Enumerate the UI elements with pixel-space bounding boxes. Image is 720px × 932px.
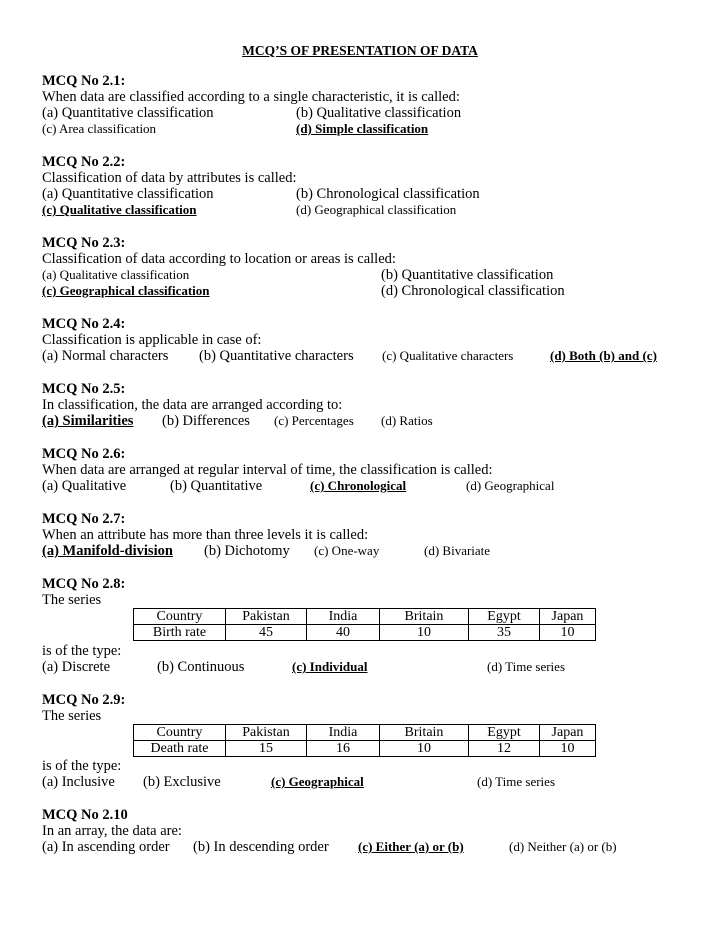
option-c: (c) Area classification bbox=[42, 121, 157, 136]
option-b: (b) Quantitative classification bbox=[381, 267, 554, 283]
option-d: (d) Chronological classification bbox=[381, 283, 565, 299]
option-b: (b) Chronological classification bbox=[296, 186, 480, 202]
option-a-correct-answer: (a) Similarities bbox=[42, 413, 134, 429]
table-cell: Birth rate bbox=[134, 625, 226, 641]
option-a: (a) In ascending order bbox=[42, 839, 170, 855]
question-text: Classification of data by attributes is called: bbox=[42, 170, 297, 186]
table-row bbox=[134, 741, 596, 757]
question-text: When data are arranged at regular interval of time, the classification is called: bbox=[42, 462, 493, 478]
option-c-correct-answer: (c) Either (a) or (b) bbox=[358, 839, 464, 854]
birth-rate-table bbox=[133, 608, 596, 641]
table-cell: 10 bbox=[380, 625, 469, 641]
table-cell: Egypt bbox=[469, 609, 540, 625]
option-c-correct-answer: (c) Geographical classification bbox=[42, 283, 210, 298]
option-d: (d) Bivariate bbox=[424, 543, 491, 558]
option-d-correct-answer: (d) Both (b) and (c) bbox=[550, 348, 657, 363]
question-2-6 bbox=[42, 446, 682, 494]
table-cell: Country bbox=[134, 609, 226, 625]
question-number: MCQ No 2.1: bbox=[42, 73, 126, 89]
option-c-correct-answer: (c) Geographical bbox=[271, 774, 364, 789]
table-cell: 45 bbox=[226, 625, 307, 641]
table-cell: 12 bbox=[469, 741, 540, 757]
question-2-8-options bbox=[42, 643, 682, 675]
table-cell: 16 bbox=[307, 741, 380, 757]
question-2-9 bbox=[42, 692, 682, 724]
table-header-row bbox=[134, 725, 596, 741]
question-text: Classification of data according to location or areas is called: bbox=[42, 251, 396, 267]
table-cell: Country bbox=[134, 725, 226, 741]
table-cell: Pakistan bbox=[226, 725, 307, 741]
question-text: In classification, the data are arranged according to: bbox=[42, 397, 343, 413]
table-row bbox=[134, 625, 596, 641]
question-2-5 bbox=[42, 381, 682, 429]
option-a: (a) Qualitative classification bbox=[42, 267, 190, 282]
question-2-8 bbox=[42, 576, 682, 608]
table-cell: Japan bbox=[540, 609, 596, 625]
option-d: (d) Time series bbox=[477, 774, 555, 789]
table-cell: India bbox=[307, 725, 380, 741]
question-number: MCQ No 2.8: bbox=[42, 576, 126, 592]
question-2-3 bbox=[42, 235, 682, 299]
page-title: MCQ’S OF PRESENTATION OF DATA bbox=[242, 43, 478, 58]
question-text: When data are classified according to a single characteristic, it is called: bbox=[42, 89, 460, 105]
question-text: When an attribute has more than three levels it is called: bbox=[42, 527, 369, 543]
question-text: Classification is applicable in case of: bbox=[42, 332, 262, 348]
question-number: MCQ No 2.5: bbox=[42, 381, 126, 397]
option-b: (b) Qualitative classification bbox=[296, 105, 462, 121]
table-cell: Britain bbox=[380, 609, 469, 625]
option-d: (d) Time series bbox=[487, 659, 565, 674]
option-c: (c) One-way bbox=[314, 543, 380, 558]
option-c: (c) Percentages bbox=[274, 413, 354, 428]
question-2-2 bbox=[42, 154, 682, 218]
option-a: (a) Inclusive bbox=[42, 774, 115, 790]
table-cell: Death rate bbox=[134, 741, 226, 757]
question-text-continued: is of the type: bbox=[42, 758, 122, 774]
table-cell: 35 bbox=[469, 625, 540, 641]
question-2-1 bbox=[42, 73, 682, 137]
option-a-correct-answer: (a) Manifold-division bbox=[42, 543, 173, 559]
death-rate-table bbox=[133, 724, 596, 757]
question-number: MCQ No 2.6: bbox=[42, 446, 126, 462]
question-number: MCQ No 2.2: bbox=[42, 154, 126, 170]
question-text: In an array, the data are: bbox=[42, 823, 182, 839]
option-b: (b) Exclusive bbox=[143, 774, 221, 790]
option-d: (d) Geographical classification bbox=[296, 202, 457, 217]
option-a: (a) Discrete bbox=[42, 659, 111, 675]
option-a: (a) Normal characters bbox=[42, 348, 169, 364]
option-b: (b) Continuous bbox=[157, 659, 245, 675]
option-d: (d) Ratios bbox=[381, 413, 433, 428]
option-a: (a) Quantitative classification bbox=[42, 186, 214, 202]
question-number: MCQ No 2.4: bbox=[42, 316, 126, 332]
table-cell: 10 bbox=[540, 741, 596, 757]
table-cell: 10 bbox=[380, 741, 469, 757]
question-2-10 bbox=[42, 807, 682, 855]
question-2-4 bbox=[42, 316, 682, 364]
option-b: (b) In descending order bbox=[193, 839, 329, 855]
question-2-9-options bbox=[42, 758, 682, 790]
table-cell: Japan bbox=[540, 725, 596, 741]
question-text-continued: is of the type: bbox=[42, 643, 122, 659]
table-cell: 40 bbox=[307, 625, 380, 641]
question-number: MCQ No 2.10 bbox=[42, 807, 128, 823]
table-cell: Pakistan bbox=[226, 609, 307, 625]
question-text: The series bbox=[42, 592, 102, 608]
option-c: (c) Qualitative characters bbox=[382, 348, 514, 363]
option-b: (b) Dichotomy bbox=[204, 543, 290, 559]
option-a: (a) Quantitative classification bbox=[42, 105, 214, 121]
option-d: (d) Geographical bbox=[466, 478, 555, 493]
option-c-correct-answer: (c) Individual bbox=[292, 659, 368, 674]
option-c-correct-answer: (c) Qualitative classification bbox=[42, 202, 197, 217]
question-number: MCQ No 2.7: bbox=[42, 511, 126, 527]
option-b: (b) Quantitative characters bbox=[199, 348, 354, 364]
question-2-7 bbox=[42, 511, 682, 559]
table-cell: Egypt bbox=[469, 725, 540, 741]
option-a: (a) Qualitative bbox=[42, 478, 127, 494]
question-text: The series bbox=[42, 708, 102, 724]
option-d-correct-answer: (d) Simple classification bbox=[296, 121, 429, 136]
table-cell: India bbox=[307, 609, 380, 625]
option-b: (b) Differences bbox=[162, 413, 250, 429]
table-header-row bbox=[134, 609, 596, 625]
table-cell: 10 bbox=[540, 625, 596, 641]
question-number: MCQ No 2.3: bbox=[42, 235, 126, 251]
option-c-correct-answer: (c) Chronological bbox=[310, 478, 407, 493]
table-cell: Britain bbox=[380, 725, 469, 741]
option-d: (d) Neither (a) or (b) bbox=[509, 839, 617, 854]
table-cell: 15 bbox=[226, 741, 307, 757]
question-number: MCQ No 2.9: bbox=[42, 692, 126, 708]
option-b: (b) Quantitative bbox=[170, 478, 263, 494]
